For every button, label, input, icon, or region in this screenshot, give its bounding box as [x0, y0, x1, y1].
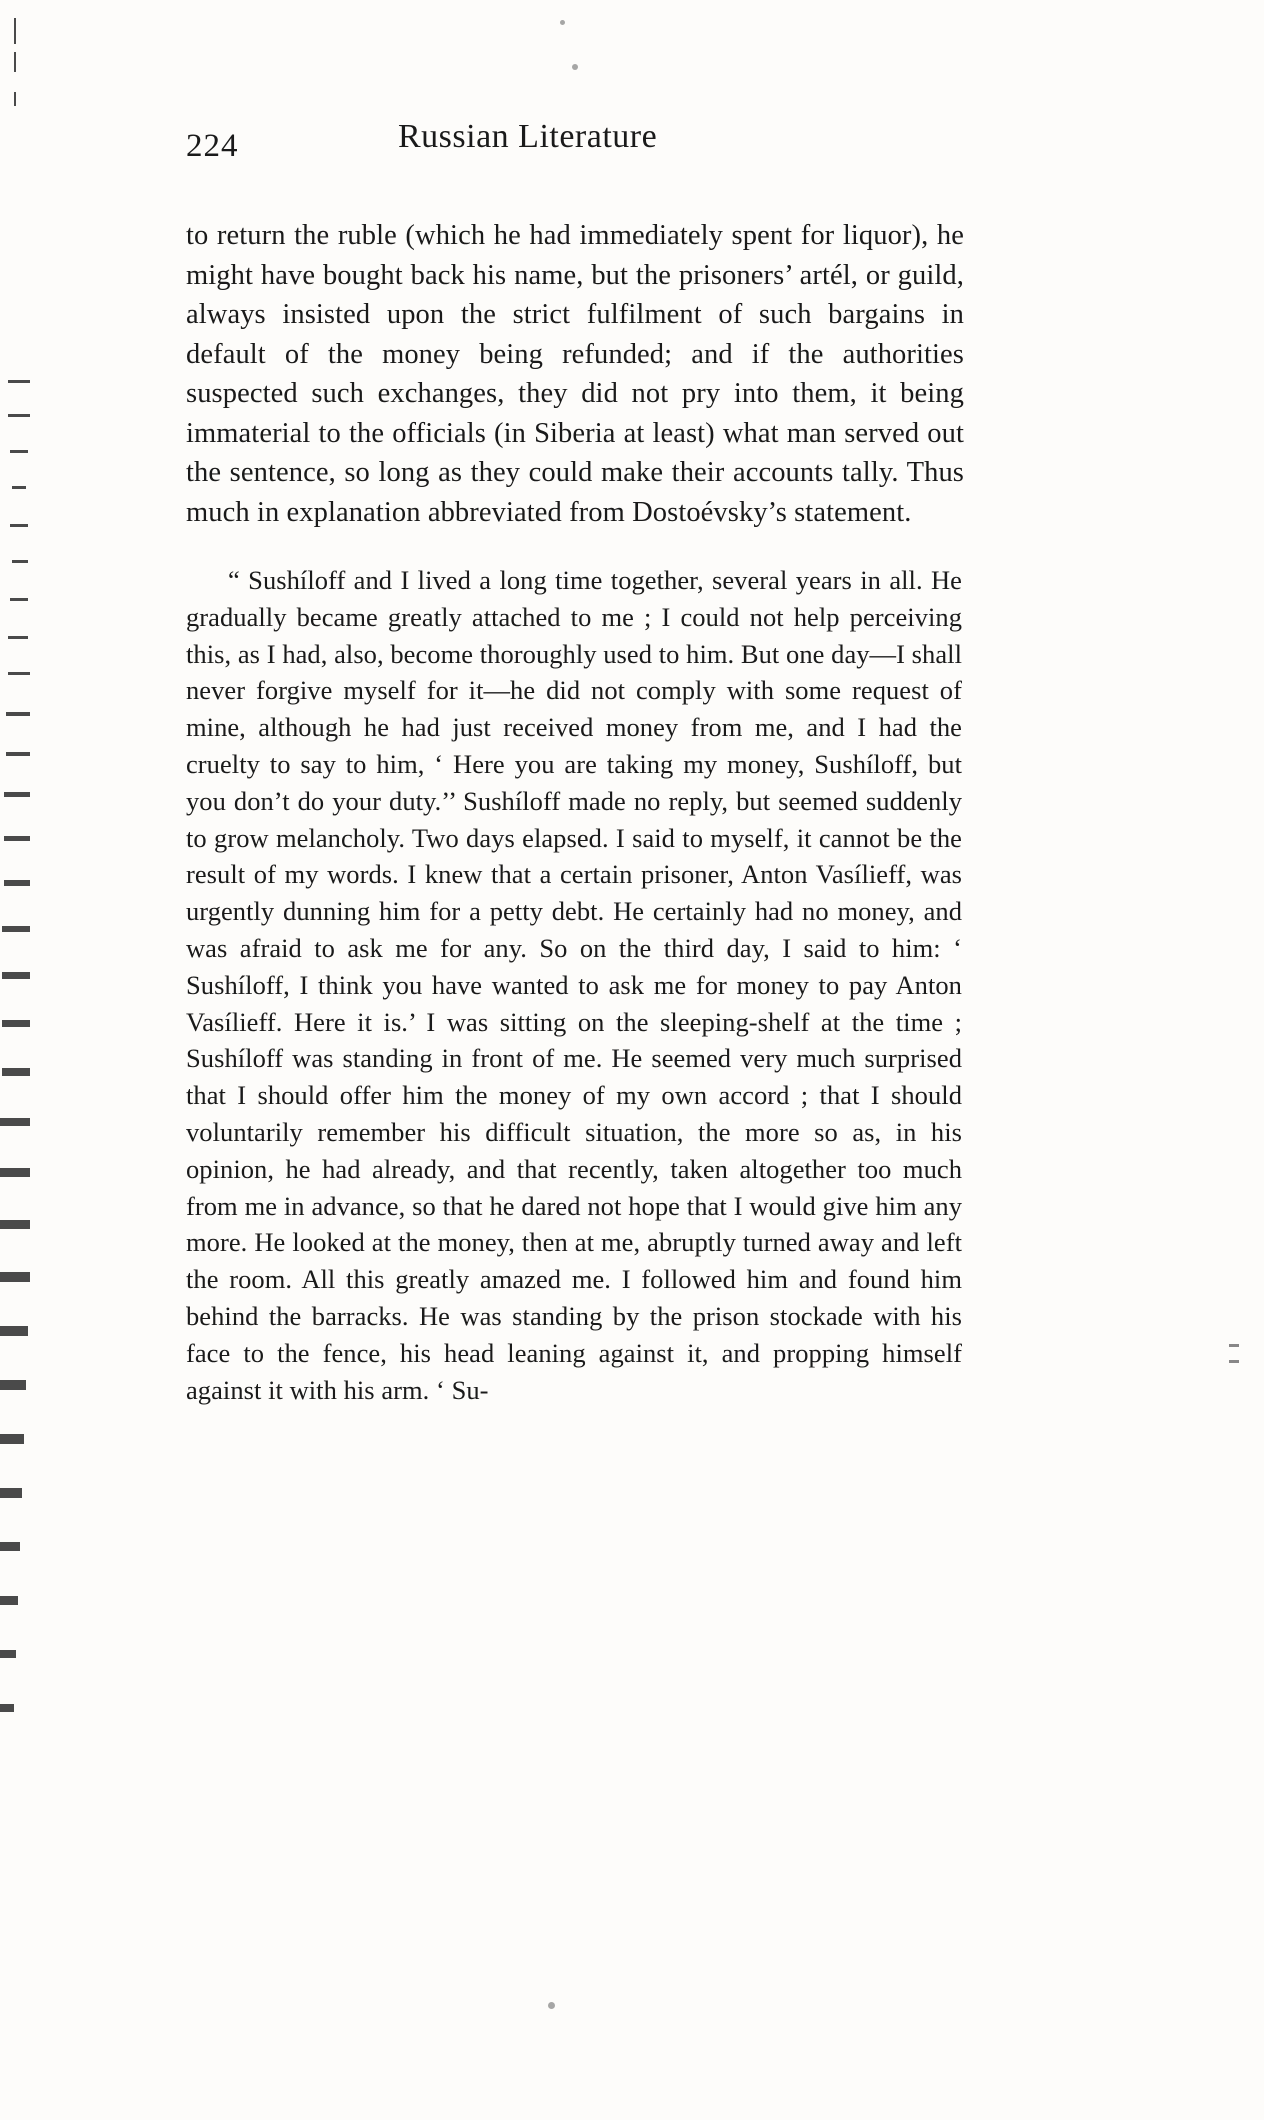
- paragraph-quotation: “ Sushíloff and I lived a long time together, several years in all. He gradually became greatly attached to me ; I could not help perceiving this, as I had, also, become thoroughly used to him. But one day—I shall never forgive myself for it—he did not comply with some request of mine, although he had just received money from me, and I had the cruelty to say to him, ‘ Here you are taking my money, Sushíloff, but you don’t do your duty.’’ Sushíloff made no reply, but seemed suddenly to grow melancholy. Two days elapsed. I said to myself, it cannot be the result of my words. I knew that a certain prisoner, Anton Vasílieff, was urgently dunning him for a petty debt. He certainly had no money, and was afraid to ask me for any. So on the third day, I said to him: ‘ Sushíloff, I think you have wanted to ask me for money to pay Anton Vasílieff. Here it is.’ I was sitting on the sleeping-shelf at the time ; Sushíloff was standing in front of me. He seemed very much surprised that I should offer him the money of my own accord ; that I should voluntarily remember his difficult situation, the more so as, in his opinion, he had already, and that recently, taken altogether too much from me in advance, so that he dared not hope that I would give him any more. He looked at the money, then at me, abruptly turned away and left the room. All this greatly amazed me. I followed him and found him behind the barracks. He was standing by the prison stockade with his face to the fence, his head leaning against it, and propping himself against it with his arm. ‘ Su-: [186, 565, 962, 1405]
- right-edge-tick: [1229, 1344, 1239, 1347]
- page-speck-bottom: [548, 2002, 555, 2009]
- running-title: Russian Literature: [398, 118, 658, 155]
- page-number: 224: [186, 128, 239, 164]
- page-header: [186, 118, 976, 208]
- text-block: [186, 0, 976, 1408]
- paragraph-first: to return the ruble (which he had immediately spent for liquor), he might have bought back his name, but the prisoners’ artél, or guild, always insisted upon the strict fulfilment of such bargains in default of the money being refunded; and if the authorities suspected such exchanges, they did not pry into them, it being immaterial to the officials (in Siberia at least) what man served out the sentence, so long as they could make their accounts tally. Thus much in explanation abbreviated from Dostoévsky’s statement.: [186, 220, 964, 528]
- right-edge-tick-2: [1229, 1360, 1239, 1363]
- scan-edge-artifacts: [0, 0, 34, 2120]
